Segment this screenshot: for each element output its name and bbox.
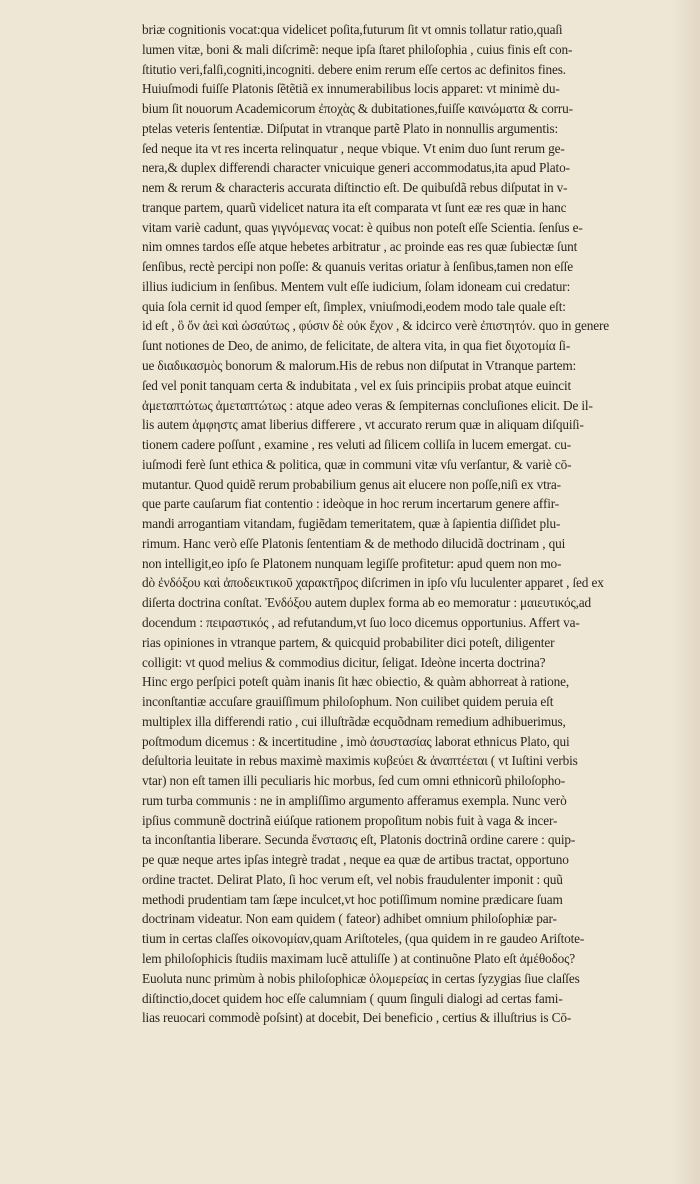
text-line: rum turba communis : ne in ampliſſimo argumento afferamus exempla. Nunc verò [142, 792, 567, 808]
text-line: dò ἐνδόξου καὶ ἀποδεικτικοῦ χαρακτῆρος diſcrimen in ipſo vſu luculenter apparet , ſed ex [142, 575, 604, 591]
text-line [142, 1028, 682, 1048]
text-line: nim omnes tardos eſſe atque hebetes arbitratur , ac proinde eas res quæ ſubiectæ ſunt [142, 239, 578, 255]
text-line: lis autem ἀμφηστς amat liberius differere , vt accurato rerum quæ in aliquam diſquiſi- [142, 417, 584, 433]
text-line: illius iudicium in ſenſibus. Mentem vult eſſe iudicium, ſolam idoneam cui credatur: [142, 278, 571, 294]
text-line: id eſt , ὃ ὄν ἀεὶ καὶ ὡσαύτως , φύσιν δὲ οὐκ ἔχον , & idcirco verè ἐπιστητόν. quo in genere [142, 318, 610, 334]
text-line: methodi prudentiam tam ſæpe inculcet,vt hoc potiſſimum nomine prædicare ſuam [142, 891, 563, 907]
text-line: ipſius communẽ doctrinã eiúſque rationem propoſitum nobis fuit à vaga & incer- [142, 812, 558, 828]
text-line: multiplex illa differendi ratio , cui illuſtrãdæ ecquõdnam remedium adhibuerimus, [142, 713, 566, 729]
text-line: poſtmodum dicemus : & incertitudine , imò ἀσυστασίας laborat ethnicus Plato, qui [142, 733, 570, 749]
text-line: ue διαδικασμὸς bonorum & malorum.His de rebus non diſputat in Vtranque partem: [142, 358, 577, 374]
text-line: diſerta doctrina conſtat. Ἐνδόξου autem duplex forma ab eo memoratur : μαιευτικός,ad [142, 595, 592, 611]
text-line: non intelligit,eo ipſo ſe Platonem nunquam legiſſe profitetur: apud quem non mo- [142, 555, 562, 571]
text-line: ordine tractet. Delirat Plato, ſi hoc verum eſt, vel nobis fraudulenter imponit : quũ [142, 871, 563, 887]
text-line: tranque partem, quarũ videlicet natura ita eſt comparata vt ſunt eæ res quæ in hanc [142, 199, 567, 215]
text-line: vitam variè cadunt, quas γιγνόμενας vocat: è quibus non poteſt eſſe Scientia. ſenſus e- [142, 219, 583, 235]
text-line: pe quæ neque artes ipſas integrè tradat , neque ea quæ de artibus tractat, opportuno [142, 852, 569, 868]
text-line: mutantur. Quod quidẽ rerum probabilium genus ait elucere non poſſe,niſi ex vtra- [142, 476, 561, 492]
text-line: bium ſit nouorum Academicorum ἐποχὰς & dubitationes,fuiſſe καινώματα & corru- [142, 101, 573, 117]
text-line: rimum. Hanc verò eſſe Platonis ſententiam & de methodo dilucidã doctrinam , qui [142, 535, 566, 551]
text-line: que parte cauſarum fiat contentio : ideòque in hoc rerum incertarum genere affir- [142, 496, 560, 512]
text-line: mandi arrogantiam vitandam, fugiẽdam temeritatem, quæ à ſapientia diſſidet plu- [142, 516, 561, 532]
text-line: tionem cadere poſſunt , examine , res veluti ad ſilicem colliſa in lucem emergat. cu- [142, 437, 571, 453]
text-line: ta inconſtantia liberare. Secunda ἔνστασις eſt, Platonis doctrinã ordine carere : quip- [142, 832, 576, 848]
latin-text-body [142, 20, 682, 1048]
text-line: Huiuſmodi fuiſſe Platonis ſẽtẽtiã ex innumerabilibus locis apparet: vt minimè du- [142, 81, 560, 97]
text-line: quia ſola cernit id quod ſemper eſt, ſimplex, vniuſmodi,eodem modo tale quale eſt: [142, 298, 566, 314]
text-line: tium in certas claſſes οἰκονομίαν,quam Ariſtoteles, (qua quidem in re gaudeo Ariſtote- [142, 931, 585, 947]
text-line: ſtitutio veri,falſi,cogniti,incogniti. debere enim rerum eſſe certos ac definitos fines. [142, 61, 566, 77]
text-line: briæ cognitionis vocat:qua videlicet poſita,futurum ſit vt omnis tollatur ratio,quaſi [142, 22, 563, 37]
text-line: lumen vitæ, boni & mali diſcrimẽ: neque ipſa ſtaret philoſophia , cuius finis eſt con- [142, 41, 573, 57]
text-line: iuſmodi ferè ſunt ethica & politica, quæ in communi vitæ vſu verſantur, & variè cō- [142, 456, 572, 472]
text-line: Euoluta nunc primùm à nobis philoſophicæ ὁλομερείας in certas ſyzygias ſiue claſſes [142, 970, 580, 986]
text-line: Hinc ergo perſpici poteſt quàm inanis ſit hæc obiectio, & quàm abhorreat à ratione, [142, 674, 570, 690]
text-line: ſed neque ita vt res incerta relinquatur , neque vbique. Vt enim duo ſunt rerum ge- [142, 140, 565, 156]
text-line: docendum : πειραστικός , ad refutandum,vt ſuo loco dicemus opportunius. Affert va- [142, 614, 580, 630]
text-line: colligit: vt quod melius & commodius dicitur, ſeligat. Ideòne incerta doctrina? [142, 654, 546, 670]
text-line: ſenſibus, rectè percipi non poſſe: & quanuis veritas oriatur à ſenſibus,tamen non eſſe [142, 259, 573, 275]
text-line: deſultoria leuitate in rebus maximè maximis κυβεύει & ἀναπτέεται ( vt Iuſtini verbis [142, 753, 578, 769]
text-line: ἀμεταπτώτως ἀμεταπτώτως : atque adeo veras & ſempiternas concluſiones elicit. De il- [142, 397, 593, 413]
text-line: nera,& duplex differendi character vnicuique generi accommodatus,ita apud Plato- [142, 160, 570, 176]
text-line: nem & rerum & characteris accurata diſtinctio eſt. De quibuſdã rebus diſputat in v- [142, 180, 568, 196]
text-line: vtar) non eſt tamen illi peculiaris hic morbus, ſed cum omni ethnicorũ philoſopho- [142, 773, 566, 789]
text-line: ſunt notiones de Deo, de animo, de felicitate, de altera vita, in qua fiet διχοτομία ſi- [142, 338, 571, 354]
text-line: inconſtantiæ accuſare grauiſſimum philoſophum. Non cuilibet quidem peruia eſt [142, 694, 554, 710]
text-line: doctrinam videatur. Non eam quidem ( fateor) adhibet omnium philoſophiæ par- [142, 911, 557, 927]
text-line: rias opiniones in vtranque partem, & quicquid probabiliter dici poteſt, diligenter [142, 634, 555, 650]
text-line: ſed vel ponit tanquam certa & indubitata , vel ex ſuis principiis probat atque euincit [142, 377, 572, 393]
text-line: diſtinctio,docet quidem hoc eſſe calumniam ( quum ſinguli dialogi ad certas fami- [142, 990, 563, 1006]
text-line: lem philoſophicis ſtudiis maximam lucẽ attuliſſe ) at continuõne Plato eſt ἀμέθοδος? [142, 950, 576, 966]
text-line: lias reuocari commodè poſsint) at docebit, Dei beneficio , certius & illuſtrius is Cō- [142, 1010, 572, 1026]
text-line: ptelas veteris ſententiæ. Diſputat in vtranque partẽ Plato in nonnullis argumentis: [142, 120, 559, 136]
